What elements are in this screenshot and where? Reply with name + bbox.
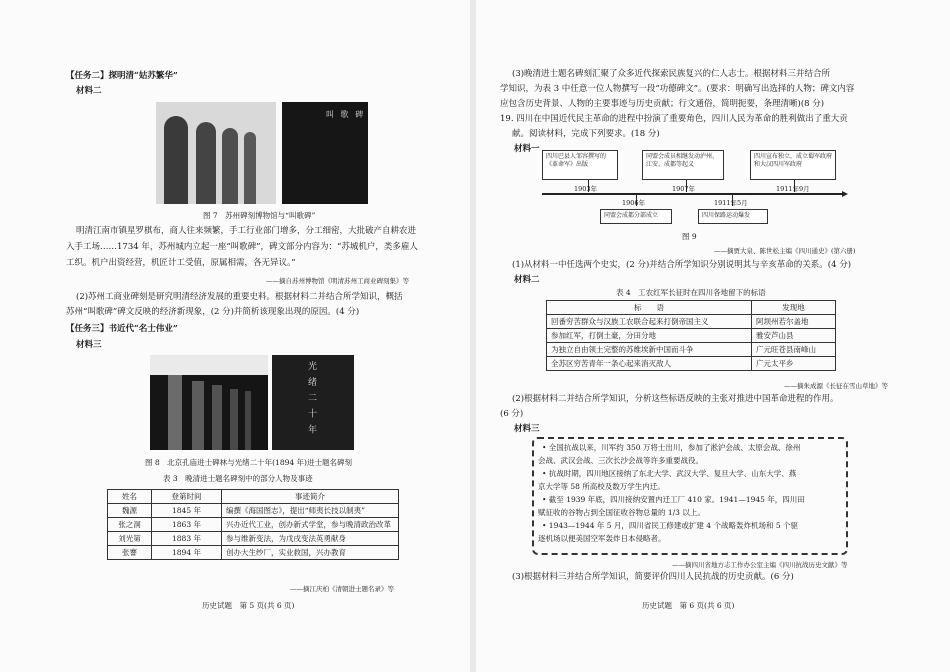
table-header-cell: 登第时间 — [152, 490, 222, 504]
para-line-1: 明清江南市镇星罗棋布，商人往来频繁，手工行业部门增多，分工细密，大批破产自耕农进 — [76, 226, 417, 236]
task3-title: 【任务三】书近代“名士伟业” — [66, 324, 178, 334]
table-cell: 为独立自由领土完整的苏维埃新中国而斗争 — [547, 343, 752, 357]
fig8-photo-left — [150, 355, 268, 450]
box-line-8: 逐机场以便美国空军轰炸日本侵略者。 — [538, 534, 666, 543]
box-line-4: 京大学等 58 所高校及数万学生内迁。 — [538, 482, 665, 491]
timeline-year: 1911年5月 — [714, 199, 748, 207]
table-header-row — [547, 301, 836, 315]
timeline-arrow-icon — [842, 191, 848, 197]
box-line-7: • 1943—1944 年 5 月，四川省民工修建或扩建 4 个战略轰炸机场和 5 个驱 — [542, 521, 798, 530]
fig7-caption: 图 7 苏州碑刻博物馆与“叫歌碑” — [203, 211, 316, 220]
table-cell: 广元太平乡 — [752, 357, 836, 371]
table-header-cell: 姓名 — [108, 490, 152, 504]
material1-label: 材料一 — [514, 144, 540, 154]
left-page — [0, 0, 470, 672]
timeline-year: 1907年 — [672, 185, 696, 193]
timeline-year: 1903年 — [574, 185, 598, 193]
fig8-caption: 图 8 北京孔庙进士碑林与光绪二十年(1894 年)进士题名碑刻 — [145, 458, 352, 467]
timeline-year: 1911年9月 — [776, 185, 810, 193]
q3-line-3: 应包含历史背景、人物的主要事迹与历史贡献；行文通俗，简明扼要，条理清晰)(8 分) — [500, 99, 825, 109]
source-1: ——摘自苏州博物馆《明清苏州工商业碑刻集》等 — [266, 277, 409, 285]
table-cell: 雅安芦山县 — [752, 329, 836, 343]
source-3: ——摘贾大泉、陈世松主编《四川通史》(第六册) — [714, 247, 856, 255]
timeline-event-1906: 同盟会成都分部成立 — [600, 209, 672, 224]
task2-title: 【任务二】探明清“姑苏繁华” — [66, 71, 178, 81]
table-cell: 张之洞 — [108, 518, 152, 532]
timeline-year: 1906年 — [622, 199, 646, 207]
para-line-2: 入手工场……1734 年，苏州城内立起一座“叫歌碑”，碑文部分内容为：“苏城机户，类多雇人 — [66, 242, 418, 252]
table-cell: 阿坝州若尔盖地 — [752, 315, 836, 329]
table-cell: 1845 年 — [152, 504, 222, 518]
table-row — [547, 329, 836, 343]
table-header-row — [108, 490, 399, 504]
q2-right-line-2: (6 分) — [500, 409, 524, 419]
right-page — [476, 0, 950, 672]
table-cell: 1863 年 — [152, 518, 222, 532]
q1-line: (1)从材料一中任选两个史实，(2 分)并结合所学知识分别说明其与辛亥革命的关系。(4 分) — [512, 260, 852, 270]
table-header-cell: 发现地 — [752, 301, 836, 315]
table-cell: 1894 年 — [152, 546, 222, 560]
table-row — [108, 504, 399, 518]
fig8-stele-text: 光 绪 二 十 年 — [306, 361, 316, 436]
timeline-event-1907: 同盟会成员相继发动泸州、江安、成都等起义 — [642, 150, 724, 180]
fig9-caption: 图 9 — [682, 232, 697, 241]
box-line-1: • 全国抗战以来，川军约 350 万将士出川，参加了淞沪会战、太原会战、徐州 — [542, 443, 801, 452]
q2-line-2: 苏州“叫歌碑”碑文反映的经济新现象，(2 分)并简析该现象出现的原因。(4 分) — [66, 307, 360, 317]
table-row — [108, 546, 399, 560]
table-header-cell: 事迹简介 — [222, 490, 399, 504]
table-cell: 张謇 — [108, 546, 152, 560]
page-footer-right: 历史试题 第 6 页(共 6 页) — [642, 601, 735, 610]
table-cell: 参加红军，打倒土豪，分田分地 — [547, 329, 752, 343]
source-4: ——摘朱成源《长征在雪山草地》等 — [784, 382, 888, 390]
source-5: ——摘四川省地方志工作办公室主编《四川抗战历史文献》等 — [672, 561, 848, 569]
table-cell: 参与维新变法，为戊戌变法英勇献身 — [222, 532, 399, 546]
table-cell: 创办大生纱厂，实业救国，兴办教育 — [222, 546, 399, 560]
q3-line-1: (3)晚清进士题名碑刻汇聚了众多近代探索民族复兴的仁人志士。根据材料三并结合所 — [512, 69, 831, 79]
page-footer-left: 历史试题 第 5 页(共 6 页) — [202, 601, 295, 610]
table-cell: 编撰《海国图志》，提出“师夷长技以制夷” — [222, 504, 399, 518]
timeline-axis — [542, 193, 842, 195]
box-line-6: 赋征收的谷物占到全国征收谷物总量的 1/3 以上。 — [538, 508, 705, 517]
table4-title: 表 4 工农红军长征时在四川各地留下的标语 — [616, 288, 766, 297]
table-row — [108, 532, 399, 546]
fig8-photo-right — [272, 355, 354, 450]
q2-right-line-1: (2)根据材料二并结合所学知识，分析这些标语反映的主张对推进中国革命进程的作用。 — [512, 394, 839, 404]
q3-line-2: 学知识，为表 3 中任意一位人物撰写一段“功德碑文”。(要求：明确写出选择的人物；碑文内容 — [500, 84, 855, 94]
q3b-line: (3)根据材料三并结合所学知识，简要评价四川人民抗战的历史贡献。(6 分) — [512, 572, 794, 582]
timeline-event-1911-5: 四川保路运动爆发 — [698, 209, 768, 224]
table-cell: 刘光第 — [108, 532, 152, 546]
table3-title: 表 3 晚清进士题名碑刻中的部分人物及事迹 — [163, 474, 313, 483]
source-2: ——摘江庆柏《清朝进士题名录》等 — [290, 585, 394, 593]
para-line-3: 工织。机户出资经营，机匠计工受值，原属相需，各无异议。” — [66, 258, 296, 268]
table-row — [108, 518, 399, 532]
table-header-cell: 标 语 — [547, 301, 752, 315]
table-cell: 兴办近代工业，创办新式学堂，参与晚清政治改革 — [222, 518, 399, 532]
table-cell: 魏源 — [108, 504, 152, 518]
box-line-3: • 抗战时期，四川地区接纳了东北大学、武汉大学、复旦大学、山东大学、燕 — [542, 469, 797, 478]
table-row — [547, 343, 836, 357]
table-row — [547, 315, 836, 329]
fig7-stele-text: 叫 歌 碑 — [326, 110, 366, 119]
table-cell: 回番穷苦群众与汉族工农联合起来打倒帝国主义 — [547, 315, 752, 329]
table-cell: 全苏区穷苦青年一条心起来消灭敌人 — [547, 357, 752, 371]
box-line-5: • 截至 1939 年底，四川接纳安置内迁工厂 410 家。1941—1945 年，四川田 — [542, 495, 805, 504]
fig7-photo — [156, 102, 368, 204]
timeline-event-1911-9: 四川宣布独立，成立蜀军政府和大汉四川军政府 — [750, 150, 836, 180]
table-4 — [546, 300, 836, 371]
material2-label: 材料二 — [76, 86, 102, 96]
q2-line-1: (2)苏州工商业碑刻是研究明清经济发展的重要史料。根据材料二并结合所学知识，概括 — [76, 292, 403, 302]
box-line-2: 会战、武汉会战、三次长沙会战等许多重要战役。 — [538, 456, 703, 465]
material3-label-right: 材料三 — [514, 424, 540, 434]
table-cell: 1883 年 — [152, 532, 222, 546]
material2-label-right: 材料二 — [514, 275, 540, 285]
material3-label: 材料三 — [76, 340, 102, 350]
timeline-event-1903: 四川巴县人邹容撰写的《革命军》出版 — [542, 150, 618, 180]
table-3 — [107, 489, 399, 560]
table-cell: 广元旺苍县南峰山 — [752, 343, 836, 357]
q19-line-1: 19. 四川在中国近代民主革命的进程中扮演了重要角色，四川人民为革命的胜利做出了重大贡 — [500, 114, 848, 124]
q19-line-2: 献。阅读材料，完成下列要求。(18 分) — [512, 129, 660, 139]
table-row — [547, 357, 836, 371]
